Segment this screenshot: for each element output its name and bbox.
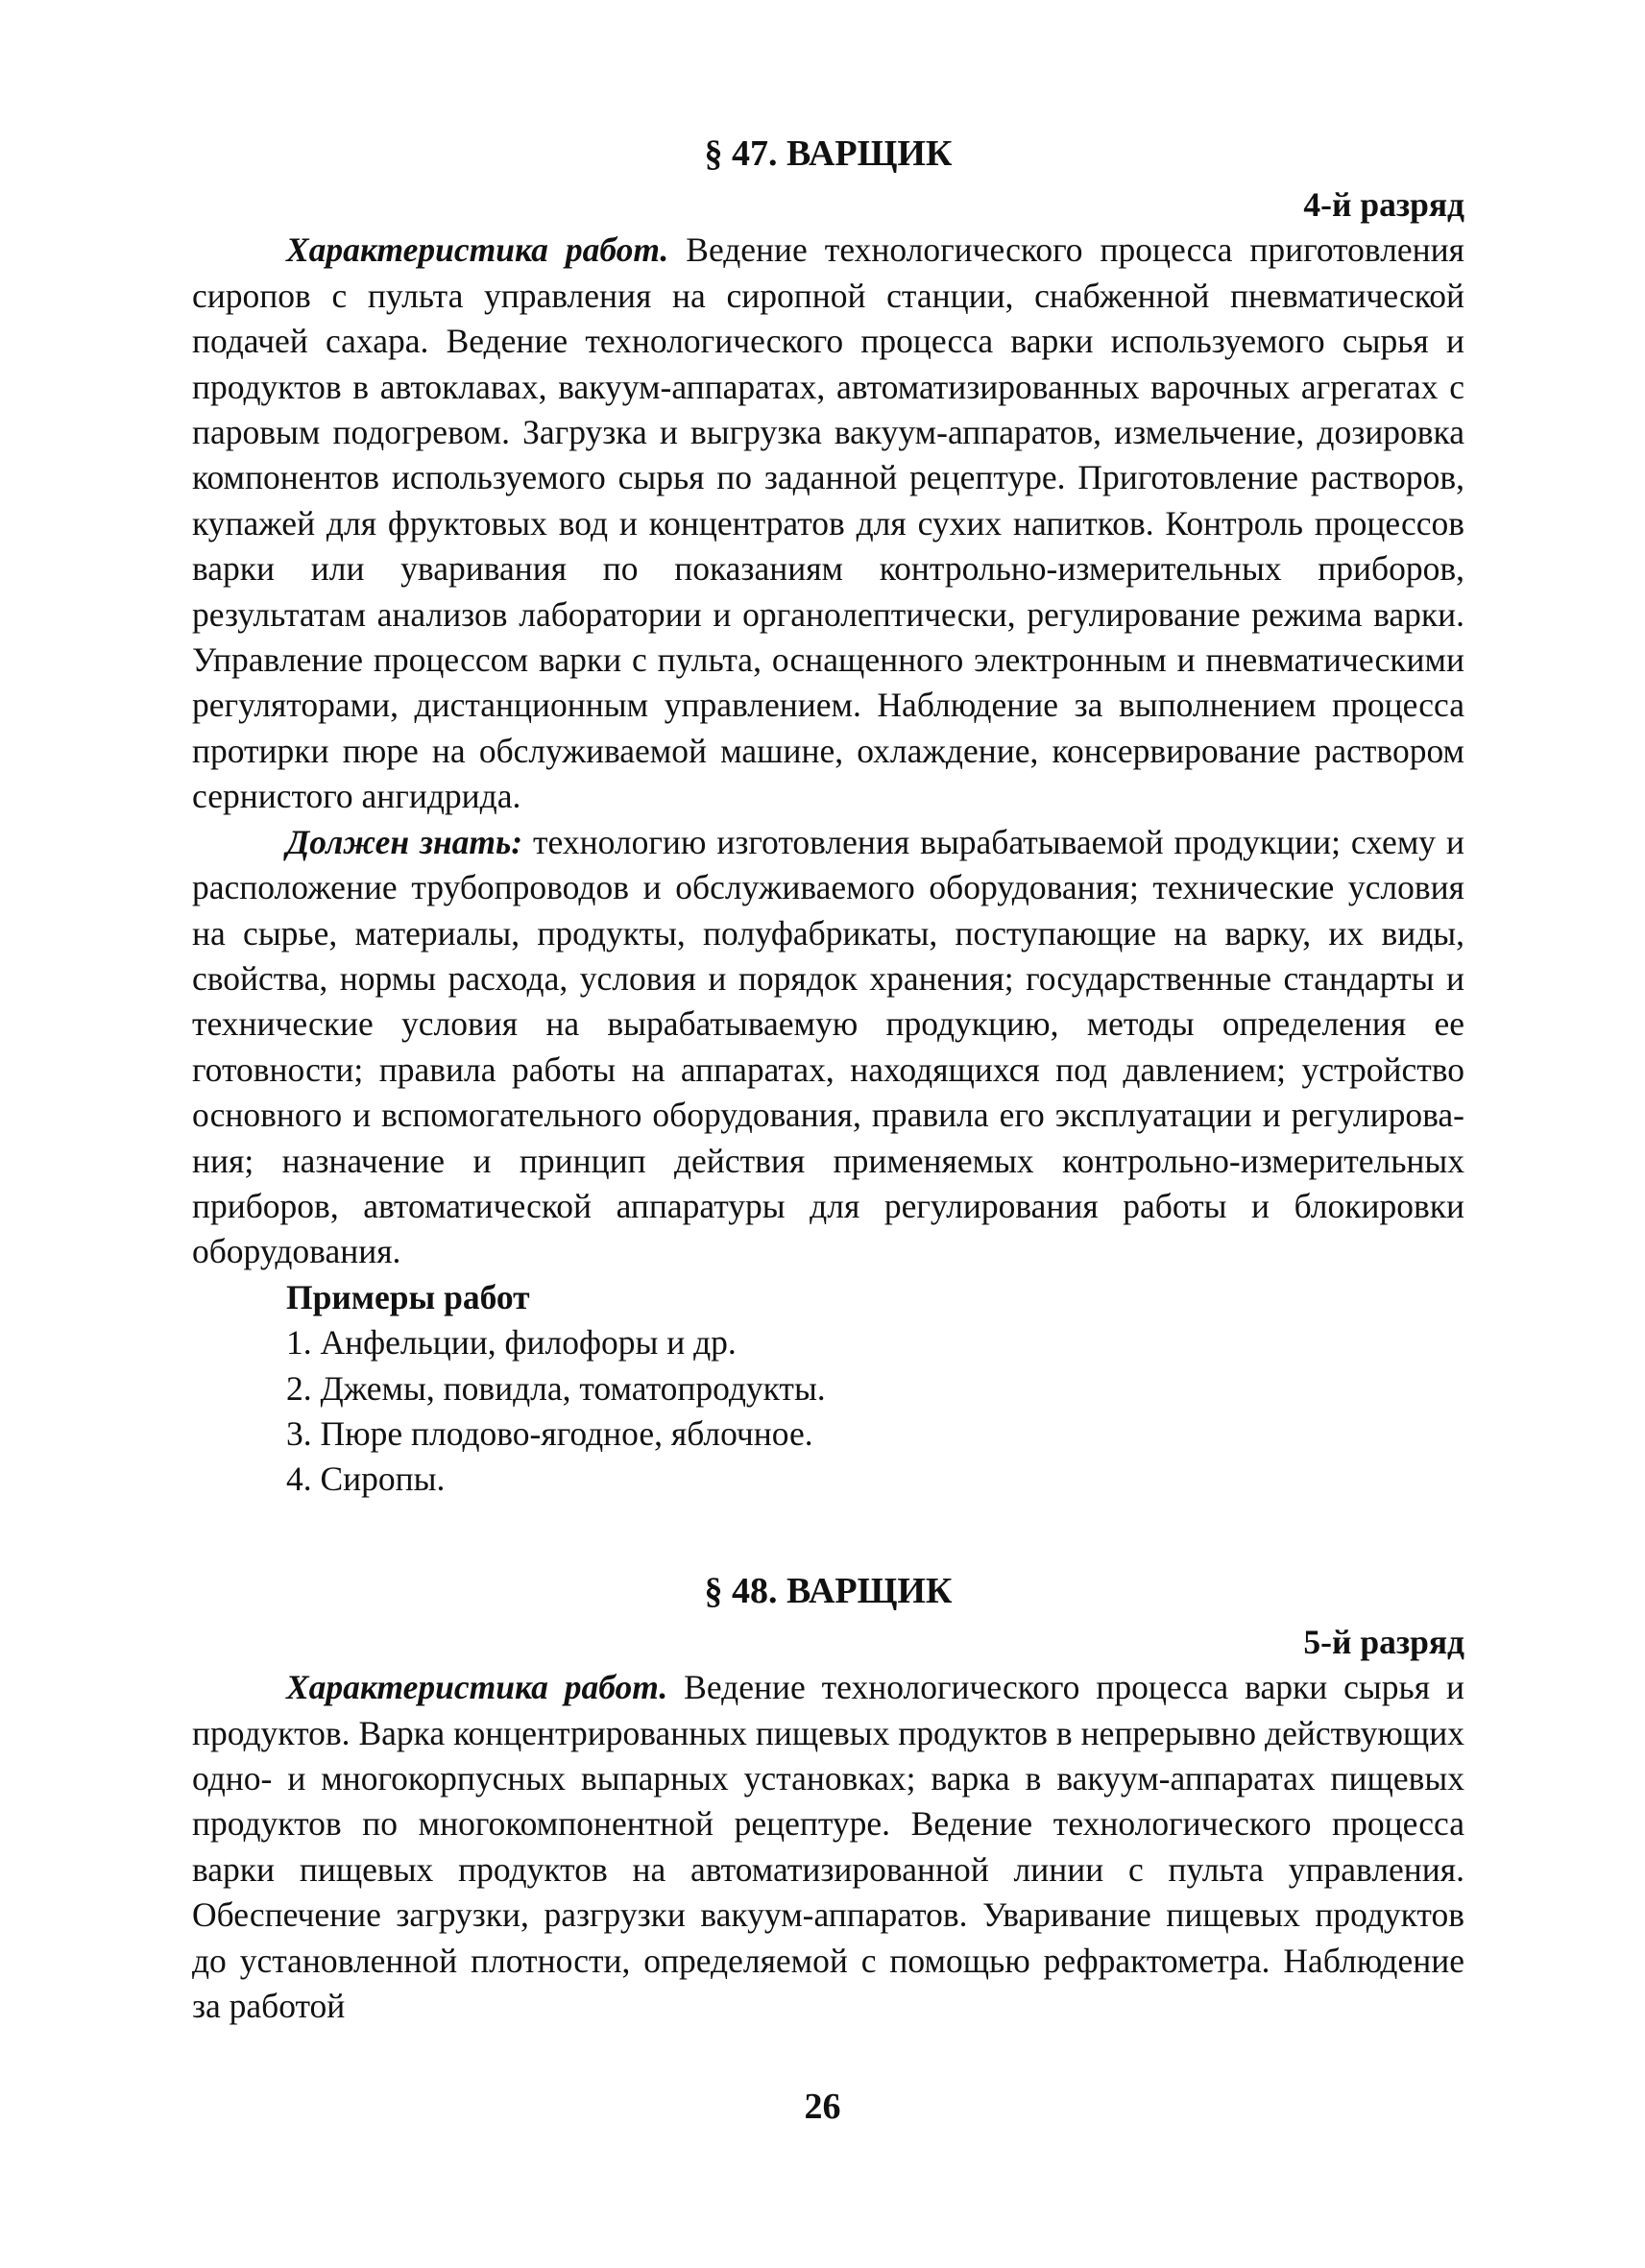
characteristics-text: Ведение технологического процесса варки сырья и продуктов. Варка концентрированных пищевых продуктов в непрерывно действующих одно- и многокорпусных выпарных установках; варка в вакуум-аппаратах пищевых продуктов по многокомпонентной рецептуре. Ведение технологического процесса варки пищевых продуктов на автоматизированной линии с пульта управления. Обеспечение загрузки, разгрузки вакуум-аппаратов. Уваривание пищевых продуктов до установленной плотности, определяемой с помощью рефрактометра. Наблюдение за работой: [192, 1668, 1464, 2026]
section-47-grade: 4-й разряд: [1303, 185, 1464, 224]
section-48-grade: 5-й разряд: [1303, 1622, 1464, 1661]
examples-list: [192, 1320, 1464, 1503]
list-item: 2. Джемы, повидла, томатопродукты.: [286, 1368, 826, 1408]
list-item: 3. Пюре плодово-ягодное, яблочное.: [286, 1413, 813, 1453]
characteristics-label: Характеристика работ.: [286, 230, 669, 270]
section-47-title: § 47. ВАРЩИК: [704, 133, 953, 174]
list-item: 4. Сиропы.: [286, 1460, 446, 1499]
must-know-text: технологию изготовления вырабатываемой продукции; схему и расположение трубопроводов и обслуживаемого оборудования; технические условия на сырье, материалы, продукты, полуфабрикаты, поступающие на варку, их виды, свойства, нормы расхода, условия и порядок хранения; государственные стандарты и технические условия на вырабатываемую продукцию, методы определения ее готовности; правила работы на аппаратах, находящихся под давлением; устройство основного и вспомогательного оборудования, правила его эксплуатации и регулирования; назначение и принцип действия применяемых контрольно-измерительных приборов, автоматической аппаратуры для регулирования работы и блокировки оборудования.: [192, 822, 1464, 1271]
page-number: 26: [804, 2087, 841, 2127]
examples-title: Примеры работ: [286, 1277, 530, 1316]
list-item: 1. Анфельции, филофоры и др.: [286, 1323, 737, 1363]
section-48-title: § 48. ВАРЩИК: [704, 1570, 953, 1611]
must-know-label: Должен знать:: [286, 822, 523, 861]
section-47-must-know: [192, 820, 1464, 1275]
document-page: [192, 125, 1464, 2029]
section-spacer: [192, 1503, 1464, 1562]
characteristics-label: Характеристика работ.: [286, 1668, 668, 1707]
section-47-characteristics: [192, 228, 1464, 819]
characteristics-text: Ведение технологического процесса приготовления сиропов с пульта управления на сиропной станции, снабженной пневматической подачей сахара. Ведение технологического процесса варки используемого сырья и продуктов в автоклавах, вакуум-аппаратах, автоматизированных варочных агрегатах с паровым подогревом. Загрузка и выгрузка вакуум-аппаратов, измельчение, дозировка компонентов используемого сырья по заданной рецептуре. Приготовление растворов, купажей для фруктовых вод и концентратов для сухих напитков. Контроль процессов варки или уваривания по показаниям контрольно-измерительных приборов, результатам анализов лаборатории и органолептически, регулирование режима варки. Управление процессом варки с пульта, оснащенного электронным и пневматическими регуляторами, дистанционным управлением. Наблюдение за выполнением процесса протирки пюре на обслуживаемой машине, охлаждение, консервирование раствором сернистого ангидрида.: [192, 230, 1464, 816]
section-48-characteristics: [192, 1665, 1464, 2029]
